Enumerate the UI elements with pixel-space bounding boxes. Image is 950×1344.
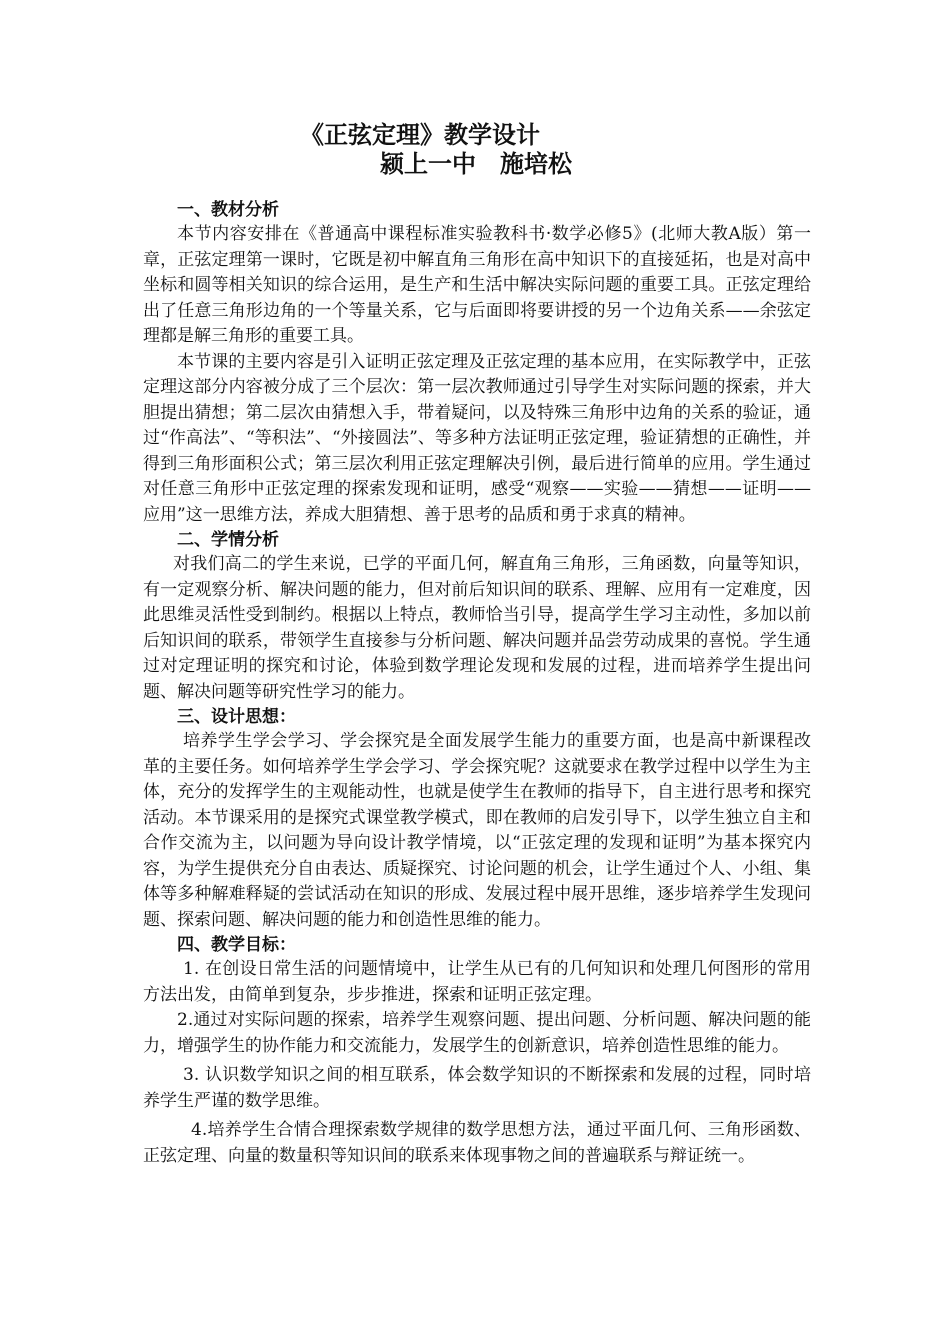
paragraph-1-1: 本节内容安排在《普通高中课程标准实验教科书·数学必修5》(北师大教A版）第一章，正弦定理第一课时，它既是初中解直角三角形在高中知识下的直接延拓，也是对高中坐标和圆等相关知识的综合运用，是生产和生活中解决实际问题的重要工具。正弦定理给出了任意三角形边角的一个等量关系，它与后面即将要讲授的另一个边角关系——余弦定理都是解三角形的重要工具。 [143,224,811,346]
section-heading-2: 二、学情分析 [177,530,279,550]
goal-item-4: 4.培养学生合情合理探索数学规律的数学思想方法，通过平面几何、三角形函数、正弦定理、向量的数量积等知识间的联系来体现事物之间的普遍联系与辩证统一。 [143,1120,811,1166]
section-heading-3: 三、设计思想： [177,707,296,727]
paragraph-2-1: 对我们高二的学生来说，已学的平面几何，解直角三角形，三角函数，向量等知识，有一定观察分析、解决问题的能力，但对前后知识间的联系、理解、应用有一定难度，因此思维灵活性受到制约。根据以上特点，教师恰当引导，提高学生学习主动性，多加以前后知识间的联系，带领学生直接参与分析问题、解决问题并品尝劳动成果的喜悦。学生通过对定理证明的探究和讨论，体验到数学理论发现和发展的过程，进而培养学生提出问题、解决问题等研究性学习的能力。 [143,554,811,702]
paragraph-3-1: 培养学生学会学习、学会探究是全面发展学生能力的重要方面，也是高中新课程改革的主要任务。如何培养学生学会学习、学会探究呢？这就要求在教学过程中以学生为主体，充分的发挥学生的主观能动性，也就是使学生在教师的指导下，自主进行思考和探究活动。本节课采用的是探究式课堂教学模式，即在教师的启发引导下，以学生独立自主和合作交流为主，以问题为导向设计教学情境，以“正弦定理的发现和证明”为基本探究内容，为学生提供充分自由表达、质疑探究、讨论问题的机会，让学生通过个人、小组、集体等多种解难释疑的尝试活动在知识的形成、发展过程中展开思维，逐步培养学生发现问题、探索问题、解决问题的能力和创造性思维的能力。 [143,731,811,930]
goal-item-3: 3. 认识数学知识之间的相互联系，体会数学知识的不断探索和发展的过程，同时培养学生严谨的数学思维。 [143,1065,811,1111]
paragraph-1-2: 本节课的主要内容是引入证明正弦定理及正弦定理的基本应用，在实际教学中，正弦定理这部分内容被分成了三个层次：第一层次教师通过引导学生对实际问题的探索，并大胆提出猜想；第二层次由猜想入手，带着疑问，以及特殊三角形中边角的关系的验证，通过“作高法”、“等积法”、“外接圆法”、等多种方法证明正弦定理，验证猜想的正确性，并得到三角形面积公式；第三层次利用正弦定理解决引例，最后进行简单的应用。学生通过对任意三角形中正弦定理的探索发现和证明，感受“观察——实验——猜想——证明——应用”这一思维方法，养成大胆猜想、善于思考的品质和勇于求真的精神。 [143,351,811,525]
section-heading-1: 一、教材分析 [177,200,279,220]
author-line: 颍上一中 施培松 [380,149,572,178]
section-heading-4: 四、教学目标： [177,935,296,955]
page-title: 《正弦定理》教学设计 [300,120,540,149]
goal-item-2: 2.通过对实际问题的探索，培养学生观察问题、提出问题、分析问题、解决问题的能力，增强学生的协作能力和交流能力，发展学生的创新意识，培养创造性思维的能力。 [143,1010,811,1056]
document-body [143,198,811,1169]
goal-item-1: 1. 在创设日常生活的问题情境中，让学生从已有的几何知识和处理几何图形的常用方法出发，由简单到复杂，步步推进，探索和证明正弦定理。 [143,959,811,1005]
